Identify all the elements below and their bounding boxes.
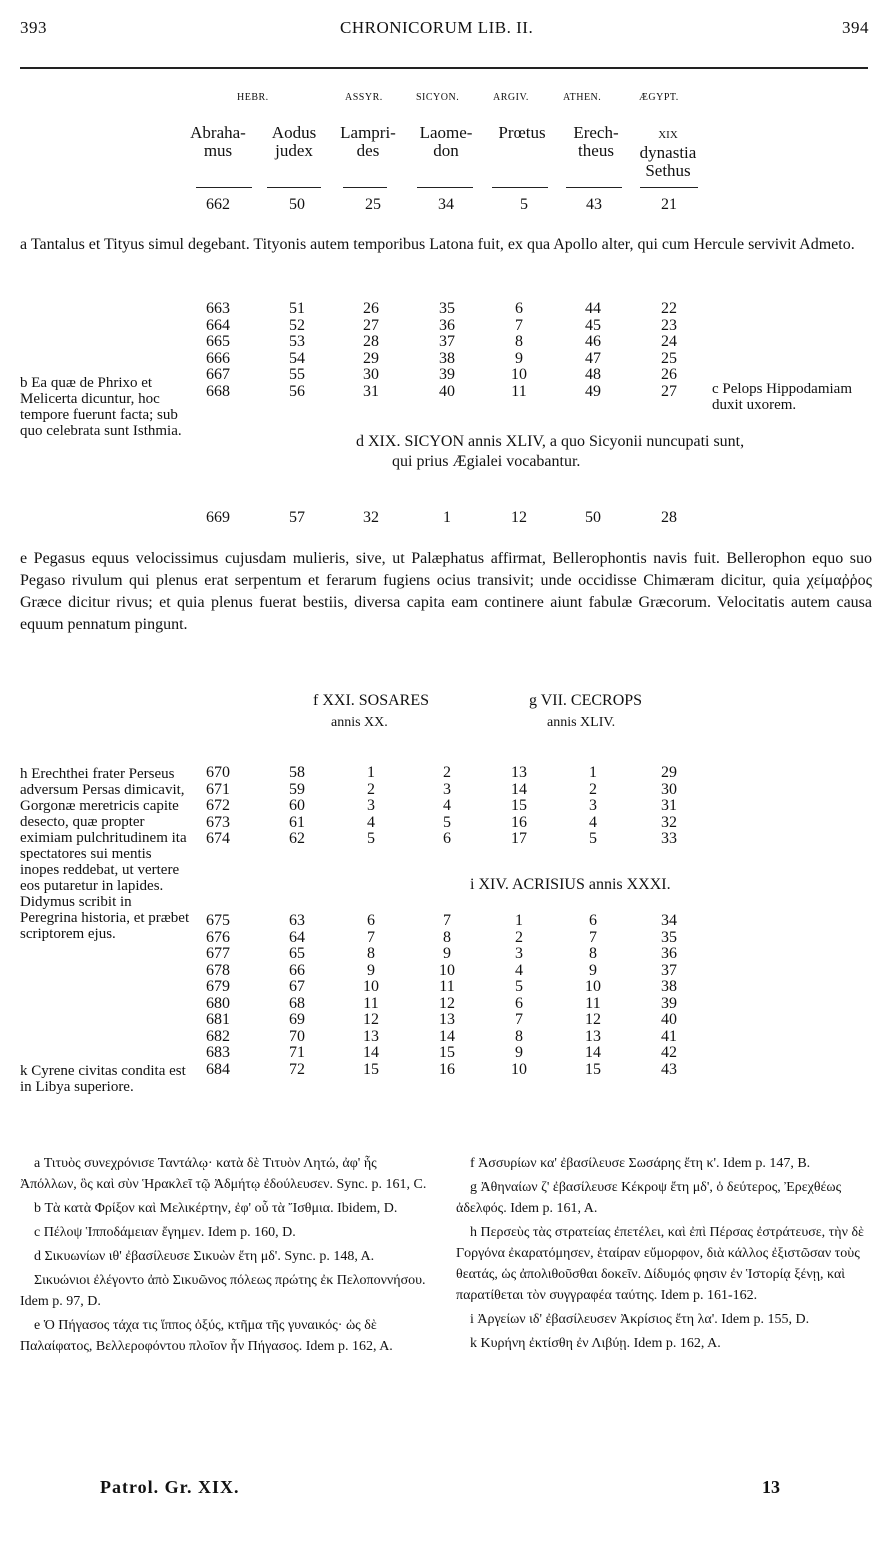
table-cell: 55 xyxy=(289,366,305,383)
name-underline xyxy=(196,187,252,188)
table-cell: 29 xyxy=(363,349,379,367)
table-cell: 13 xyxy=(511,764,527,781)
right-page-number: 394 xyxy=(842,18,869,37)
name-underline xyxy=(267,187,321,188)
table-cell: 670 xyxy=(206,764,230,781)
table-cell: 677 xyxy=(206,945,230,962)
table-cell: 673 xyxy=(206,813,230,831)
table-cell: 2 xyxy=(367,780,375,798)
king-name-laomedon: Laome- don xyxy=(419,123,473,160)
table-cell: 681 xyxy=(206,1011,230,1028)
footnote: a Τιτυὸς συνεχρόνισε Ταντάλῳ· κατὰ δὲ Τιτυὸν Λητώ, ἀφ' ἧς Ἀπόλλων, ὃς καὶ σὺν Ἡρακλεῖ τῷ Ἀδμήτῳ ἐδούλευσεν. Sync. p. 161, C. xyxy=(20,1156,427,1192)
table-cell: 54 xyxy=(289,349,305,367)
table-cell: 13 xyxy=(439,1011,455,1028)
table-cell: 664 xyxy=(206,316,230,334)
table-cell: 15 xyxy=(511,797,527,814)
footnote: e Ὁ Πήγασος τάχα τις ἵππος ὀξύς, κτῆμα τῆς γυναικός· ὡς δὲ Παλαίφατος, Βελλεροφόντου πλοῖον ἦν Πήγασος. Idem p. 162, A. xyxy=(20,1318,393,1354)
table-cell: 35 xyxy=(661,928,677,946)
table-cell: 11 xyxy=(439,978,455,995)
table-cell: 72 xyxy=(289,1060,305,1078)
table-cell: 56 xyxy=(289,382,305,400)
table-cell: 44 xyxy=(585,300,601,317)
footnotes-left xyxy=(20,1153,433,1360)
table-cell: 667 xyxy=(206,366,230,383)
table-cell: 15 xyxy=(585,1060,601,1078)
footnote: i Ἀργείων ιδ' ἐβασίλευσεν Ἀκρίσιος ἔτη λα'. Idem p. 155, D. xyxy=(470,1312,810,1327)
table-cell: 6 xyxy=(443,830,451,847)
table-cell: 28 xyxy=(363,333,379,350)
table-cell: 11 xyxy=(585,994,601,1012)
table-cell: 12 xyxy=(439,994,455,1012)
table-cell: 39 xyxy=(439,366,455,383)
table-cell: 68 xyxy=(289,994,305,1012)
table-cell: 47 xyxy=(585,349,601,367)
table-cell: 36 xyxy=(661,945,677,962)
table-cell: 8 xyxy=(443,928,451,946)
note-a: a Tantalus et Tityus simul degebant. Tityonis autem temporibus Latona fuit, ex qua Apollo alter, qui cum Hercule servivit Admeto. xyxy=(20,236,855,253)
table-cell: 14 xyxy=(511,780,527,798)
table-cell: 12 xyxy=(363,1011,379,1028)
table-cell: 26 xyxy=(661,366,677,383)
table-cell: 17 xyxy=(511,830,527,847)
gathering-number: 13 xyxy=(762,1477,780,1497)
footnote: d Σικυωνίων ιθ' ἐβασίλευσε Σικυὼν ἔτη μδ'. Sync. p. 148, A. xyxy=(34,1249,375,1264)
table-cell: 71 xyxy=(289,1044,305,1061)
table-cell: 9 xyxy=(515,1044,523,1061)
table-cell: 10 xyxy=(439,961,455,979)
footnote: b Τὰ κατὰ Φρίξον καὶ Μελικέρτην, ἐφ' οὗ τὰ Ἴσθμια. Ibidem, D. xyxy=(34,1201,398,1216)
table-cell: 43 xyxy=(586,196,602,213)
table-cell: 680 xyxy=(206,994,230,1012)
table-cell: 8 xyxy=(515,1027,523,1045)
footnote: f Ἀσσυρίων κα' ἐβασίλευσε Σωσάρης ἔτη κ'. Idem p. 147, B. xyxy=(470,1156,811,1171)
table-cell: 40 xyxy=(661,1011,677,1028)
footnote: g Ἀθηναίων ζ' ἐβασίλευσε Κέκροψ ἔτη μδ', ὁ δεύτερος, Ἐρεχθέως ἀδελφός. Idem p. 161, A. xyxy=(456,1180,842,1216)
table-cell: 31 xyxy=(661,797,677,814)
table-cell: 14 xyxy=(585,1044,601,1061)
table-cell: 11 xyxy=(511,382,527,400)
table-cell: 663 xyxy=(206,300,230,317)
king-name-sethus: XIX dynastia Sethus xyxy=(639,129,697,180)
table-cell: 662 xyxy=(206,196,230,213)
table-cell: 59 xyxy=(289,780,305,798)
table-cell: 666 xyxy=(206,349,230,367)
table-cell: 16 xyxy=(439,1060,455,1078)
table-cell: 671 xyxy=(206,780,230,798)
table-cell: 21 xyxy=(661,196,677,213)
table-cell: 9 xyxy=(515,349,523,367)
table-cell: 26 xyxy=(363,300,379,317)
table-cell: 3 xyxy=(443,780,451,798)
table-cell: 12 xyxy=(511,509,527,526)
table-cell: 7 xyxy=(515,316,523,334)
side-note-k: k Cyrene civitas condita est in Libya superiore. xyxy=(20,1063,186,1095)
table-cell: 10 xyxy=(585,978,601,995)
table-cell: 25 xyxy=(365,196,381,213)
table-cell: 2 xyxy=(443,764,451,781)
table-cell: 676 xyxy=(206,928,230,946)
table-cell: 683 xyxy=(206,1044,230,1061)
name-underline xyxy=(343,187,387,188)
table-cell: 8 xyxy=(515,333,523,350)
king-name-erechtheus: Erech- theus xyxy=(573,123,619,160)
table-cell: 30 xyxy=(661,780,677,798)
table-cell: 668 xyxy=(206,382,230,400)
table-cell: 30 xyxy=(363,366,379,383)
table-cell: 4 xyxy=(443,797,451,814)
table-cell: 684 xyxy=(206,1060,230,1078)
table-cell: 5 xyxy=(520,196,528,213)
table-cell: 63 xyxy=(289,912,305,929)
table-cell: 34 xyxy=(661,912,677,929)
table-cell: 32 xyxy=(363,509,379,526)
footnote: c Πέλοψ Ἱπποδάμειαν ἔγημεν. Idem p. 160, D. xyxy=(34,1225,296,1240)
table-cell: 39 xyxy=(661,994,677,1012)
table-cell: 25 xyxy=(661,349,677,367)
table-cell: 3 xyxy=(515,945,523,962)
table-cell: 13 xyxy=(363,1027,379,1045)
table-cell: 6 xyxy=(515,994,523,1012)
table-cell: 5 xyxy=(367,830,375,847)
table-cell: 679 xyxy=(206,978,230,995)
table-cell: 67 xyxy=(289,978,305,995)
note-d-line2: qui prius Ægialei vocabantur. xyxy=(392,453,581,470)
table-cell: 28 xyxy=(661,509,677,526)
running-title: CHRONICORUM LIB. II. xyxy=(340,18,534,37)
table-cell: 49 xyxy=(585,382,601,400)
reign-g-years: annis XLIV. xyxy=(547,715,616,730)
table-cell: 7 xyxy=(589,928,597,946)
table-cell: 70 xyxy=(289,1027,305,1045)
table-cell: 40 xyxy=(439,382,455,400)
patrologia-signature: Patrol. Gr. XIX. xyxy=(100,1477,240,1497)
table-cell: 31 xyxy=(363,382,379,400)
table-cell: 672 xyxy=(206,797,230,814)
table-cell: 9 xyxy=(443,945,451,962)
table-cell: 2 xyxy=(515,928,523,946)
table-cell: 1 xyxy=(515,912,523,929)
table-cell: 27 xyxy=(661,382,677,400)
reign-f-years: annis XX. xyxy=(331,715,388,730)
table-cell: 2 xyxy=(589,780,597,798)
table-cell: 50 xyxy=(585,509,601,526)
table-cell: 38 xyxy=(439,349,455,367)
table-cell: 7 xyxy=(515,1011,523,1028)
table-cell: 51 xyxy=(289,300,305,317)
table-cell: 1 xyxy=(589,764,597,781)
table-cell: 58 xyxy=(289,764,305,781)
table-cell: 45 xyxy=(585,316,601,334)
table-cell: 53 xyxy=(289,333,305,350)
table-cell: 13 xyxy=(585,1027,601,1045)
table-cell: 36 xyxy=(439,316,455,334)
table-cell: 14 xyxy=(439,1027,455,1045)
table-cell: 16 xyxy=(511,813,527,831)
side-note-c: c Pelops Hippodamiam duxit uxorem. xyxy=(712,381,852,413)
table-cell: 15 xyxy=(439,1044,455,1061)
table-cell: 5 xyxy=(443,813,451,831)
note-e: e Pegasus equus velocissimus cujusdam mulieris, sive, ut Palæphatus affirmat, Bellerophontis navis fuit. Bellerophon equo suo Pegaso rivulum qui plenus erat serpentum et ferarum fugiens ocius transivit; unde occidisse Chimæram dicitur, quia χείμαῤῥος Græce dicitur rivus; et quia plenus fuerat bestiis, diversa capita eam continere aiunt fabulæ Græcorum. Velocitatis autem causa equum pennatum pingunt. xyxy=(20,550,872,633)
table-cell: 3 xyxy=(367,797,375,814)
reign-g-title: g VII. CECROPS xyxy=(529,692,643,709)
table-cell: 50 xyxy=(289,196,305,213)
table-cell: 10 xyxy=(511,1060,527,1078)
table-cell: 69 xyxy=(289,1011,305,1028)
col-head-argiv: ARGIV. xyxy=(493,92,529,103)
table-cell: 5 xyxy=(589,830,597,847)
table-cell: 38 xyxy=(661,978,677,995)
table-cell: 41 xyxy=(661,1027,677,1045)
table-cell: 23 xyxy=(661,316,677,334)
table-cell: 15 xyxy=(363,1060,379,1078)
table-cell: 11 xyxy=(363,994,379,1012)
table-cell: 43 xyxy=(661,1060,677,1078)
table-cell: 42 xyxy=(661,1044,677,1061)
table-cell: 675 xyxy=(206,912,230,929)
table-cell: 64 xyxy=(289,928,305,946)
table-cell: 14 xyxy=(363,1044,379,1061)
table-cell: 34 xyxy=(438,196,454,213)
col-head-aegypt: ÆGYPT. xyxy=(639,92,679,103)
table-cell: 12 xyxy=(585,1011,601,1028)
table-cell: 62 xyxy=(289,830,305,847)
left-page-number: 393 xyxy=(20,18,47,37)
table-cell: 24 xyxy=(661,333,677,350)
table-cell: 33 xyxy=(661,830,677,847)
side-note-b: b Ea quæ de Phrixo et Melicerta dicuntur, hoc tempore fuerunt facta; sub quo celebrata sunt Isthmia. xyxy=(20,375,182,439)
reign-i: i XIV. ACRISIUS annis XXXI. xyxy=(470,876,671,893)
col-head-athen: ATHEN. xyxy=(563,92,602,103)
table-cell: 46 xyxy=(585,333,601,350)
table-cell: 682 xyxy=(206,1027,230,1045)
col-head-assyr: ASSYR. xyxy=(345,92,383,103)
table-cell: 37 xyxy=(661,961,677,979)
table-cell: 10 xyxy=(511,366,527,383)
table-cell: 60 xyxy=(289,797,305,814)
footnote: h Περσεὺς τὰς στρατείας ἐπετέλει, καὶ ἐπὶ Πέρσας ἐστράτευσε, τὴν δὲ Γοργόνα ἐκαρατόμησεν, ἑταίραν εὔμορφον, διὰ κάλλος ἐξιστῶσαν τοὺς θεατάς, ὡς ἀπολιθοῦσθαι δοκεῖν. Δίδυμός φησιν ἐν Ἱστορίᾳ ξένῃ, καὶ παρατίθεται τὸν συγγραφέα ταύτης. Idem p. 161-162. xyxy=(456,1225,864,1303)
footnote: Σικυώνιοι ἐλέγοντο ἀπὸ Σικυῶνος πόλεως πρώτης ἐκ Πελοποννήσου. Idem p. 97, D. xyxy=(20,1273,426,1309)
table-cell: 7 xyxy=(443,912,451,929)
col-head-hebr: HEBR. xyxy=(237,92,269,103)
table-cell: 5 xyxy=(515,978,523,995)
table-cell: 669 xyxy=(206,509,230,526)
table-cell: 1 xyxy=(443,509,451,526)
table-cell: 7 xyxy=(367,928,375,946)
col-head-sicyon: SICYON. xyxy=(416,92,460,103)
table-cell: 6 xyxy=(589,912,597,929)
king-name-aodus: Aodus judex xyxy=(271,123,317,160)
table-cell: 65 xyxy=(289,945,305,962)
king-name-proetus: Prœtus xyxy=(498,123,546,142)
table-cell: 35 xyxy=(439,300,455,317)
table-cell: 52 xyxy=(289,316,305,334)
table-cell: 8 xyxy=(367,945,375,962)
table-cell: 61 xyxy=(289,813,305,831)
table-cell: 29 xyxy=(661,764,677,781)
table-cell: 9 xyxy=(367,961,375,979)
table-cell: 4 xyxy=(589,813,597,831)
king-name-lamprides: Lampri- des xyxy=(340,123,396,160)
table-cell: 9 xyxy=(589,961,597,979)
name-underline xyxy=(417,187,473,188)
table-cell: 665 xyxy=(206,333,230,350)
table-cell: 10 xyxy=(363,978,379,995)
table-cell: 22 xyxy=(661,300,677,317)
name-underline xyxy=(566,187,622,188)
note-d-line1: d XIX. SICYON annis XLIV, a quo Sicyonii nuncupati sunt, xyxy=(356,433,745,450)
name-underline xyxy=(640,187,698,188)
table-cell: 1 xyxy=(367,764,375,781)
table-cell: 678 xyxy=(206,961,230,979)
table-cell: 674 xyxy=(206,830,230,847)
table-cell: 4 xyxy=(367,813,375,831)
reign-f-title: f XXI. SOSARES xyxy=(313,692,430,709)
footnote: k Κυρήνη ἐκτίσθη ἐν Λιβύῃ. Idem p. 162, A. xyxy=(470,1336,721,1351)
name-underline xyxy=(492,187,548,188)
table-cell: 6 xyxy=(515,300,523,317)
table-cell: 27 xyxy=(363,316,379,334)
king-name-abrahamus: Abraha- mus xyxy=(190,123,246,160)
table-cell: 57 xyxy=(289,509,305,526)
header-rule xyxy=(20,67,868,69)
table-cell: 4 xyxy=(515,961,523,979)
table-cell: 6 xyxy=(367,912,375,929)
table-cell: 32 xyxy=(661,813,677,831)
side-note-h: h Erechthei frater Perseus adversum Persas dimicavit, Gorgonæ meretricis capite desecto, quæ propter eximiam pulchritudinem ita spectatores sui mentis inopes reddebat, ut vertere eos putaretur in lapides. Didymus scribit in Peregrina historia, et præbet scriptorem ejus. xyxy=(20,766,190,942)
footnotes-right xyxy=(456,1153,870,1357)
table-cell: 8 xyxy=(589,945,597,962)
table-cell: 37 xyxy=(439,333,455,350)
table-cell: 66 xyxy=(289,961,305,979)
table-cell: 48 xyxy=(585,366,601,383)
table-cell: 3 xyxy=(589,797,597,814)
